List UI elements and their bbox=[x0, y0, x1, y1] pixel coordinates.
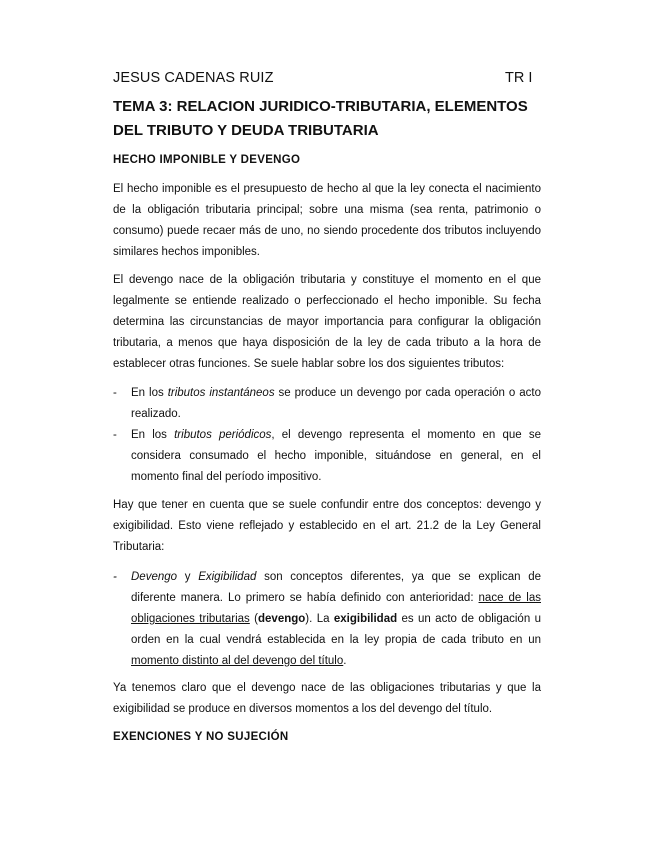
emphasis-term: Devengo bbox=[131, 571, 178, 583]
emphasis-term: tributos instantáneos bbox=[167, 387, 275, 399]
text-run: es un acto de obligación u orden en la cual vendrá establecida en la ley propia de cada tributo en un bbox=[131, 613, 541, 646]
list-item-text bbox=[131, 425, 541, 488]
list-item-devengo-exigibilidad bbox=[113, 567, 541, 672]
emphasis-term: tributos periódicos bbox=[174, 429, 272, 441]
text-run: y bbox=[177, 571, 199, 583]
list-item-text bbox=[131, 567, 541, 672]
underlined-text: nace de las obligaciones tributarias bbox=[131, 592, 541, 625]
emphasis-term: Exigibilidad bbox=[198, 571, 257, 583]
text-run: En los bbox=[131, 429, 175, 441]
paragraph-devengo-exigibilidad: Hay que tener en cuenta que se suele confundir entre dos conceptos: devengo y exigibilidad. Esto viene reflejado y establecido en el art. 21.2 de la Ley General Tributaria: bbox=[113, 499, 541, 553]
text-run: ). La bbox=[305, 613, 334, 625]
header-author: JESUS CADENAS RUIZ bbox=[113, 70, 274, 86]
header-course: TR I bbox=[505, 70, 533, 86]
list-dash: - bbox=[113, 387, 117, 399]
text-run: son conceptos diferentes, ya que se explican de diferente manera. Lo primero se había definido con anterioridad: bbox=[131, 571, 542, 604]
text-run: . bbox=[343, 655, 347, 667]
list-item-text bbox=[131, 383, 541, 425]
paragraph-devengo: El devengo nace de la obligación tributaria y constituye el momento en el que legalmente se entiende realizado o perfeccionado el hecho imponible. Su fecha determina las circunstancias de mayor importancia para configurar la obligación tributaria, a menos que haya disposición de la ley de cada tributo a la hora de establecer otras funciones. Se suele hablar sobre los dos siguientes tributos: bbox=[113, 274, 541, 370]
section-heading-exenciones: EXENCIONES Y NO SUJECIÓN bbox=[113, 731, 289, 743]
text-run: ( bbox=[249, 613, 258, 625]
text-run: , el devengo representa el momento en que se considera consumado el hecho imponible, situándose en general, en el momento final del período impositivo. bbox=[131, 429, 541, 483]
document-title: TEMA 3: RELACION JURIDICO-TRIBUTARIA, ELEMENTOS DEL TRIBUTO Y DEUDA TRIBUTARIA bbox=[113, 98, 528, 139]
bold-term: devengo bbox=[258, 613, 306, 625]
paragraph-conclusion: Ya tenemos claro que el devengo nace de las obligaciones tributarias y que la exigibilidad se produce en diversos momentos a los del devengo del título. bbox=[113, 682, 541, 715]
underlined-text: momento distinto al del devengo del título bbox=[131, 655, 344, 667]
text-run: En los bbox=[131, 387, 168, 399]
list-dash: - bbox=[113, 429, 117, 441]
list-dash: - bbox=[113, 571, 117, 583]
list-item-tributos-instantaneos bbox=[113, 383, 541, 425]
text-run: se produce un devengo por cada operación o acto realizado. bbox=[131, 387, 541, 420]
bold-term: exigibilidad bbox=[333, 613, 398, 625]
section-heading-hecho-imponible: HECHO IMPONIBLE Y DEVENGO bbox=[113, 154, 301, 166]
paragraph-hecho-imponible: El hecho imponible es el presupuesto de hecho al que la ley conecta el nacimiento de la obligación tributaria principal; sobre una misma (sea renta, patrimonio o consumo) puede recaer más de uno, no siendo procedente dos tributos incluyendo similares hechos imponibles. bbox=[113, 183, 541, 258]
list-item-tributos-periodicos bbox=[113, 425, 541, 488]
